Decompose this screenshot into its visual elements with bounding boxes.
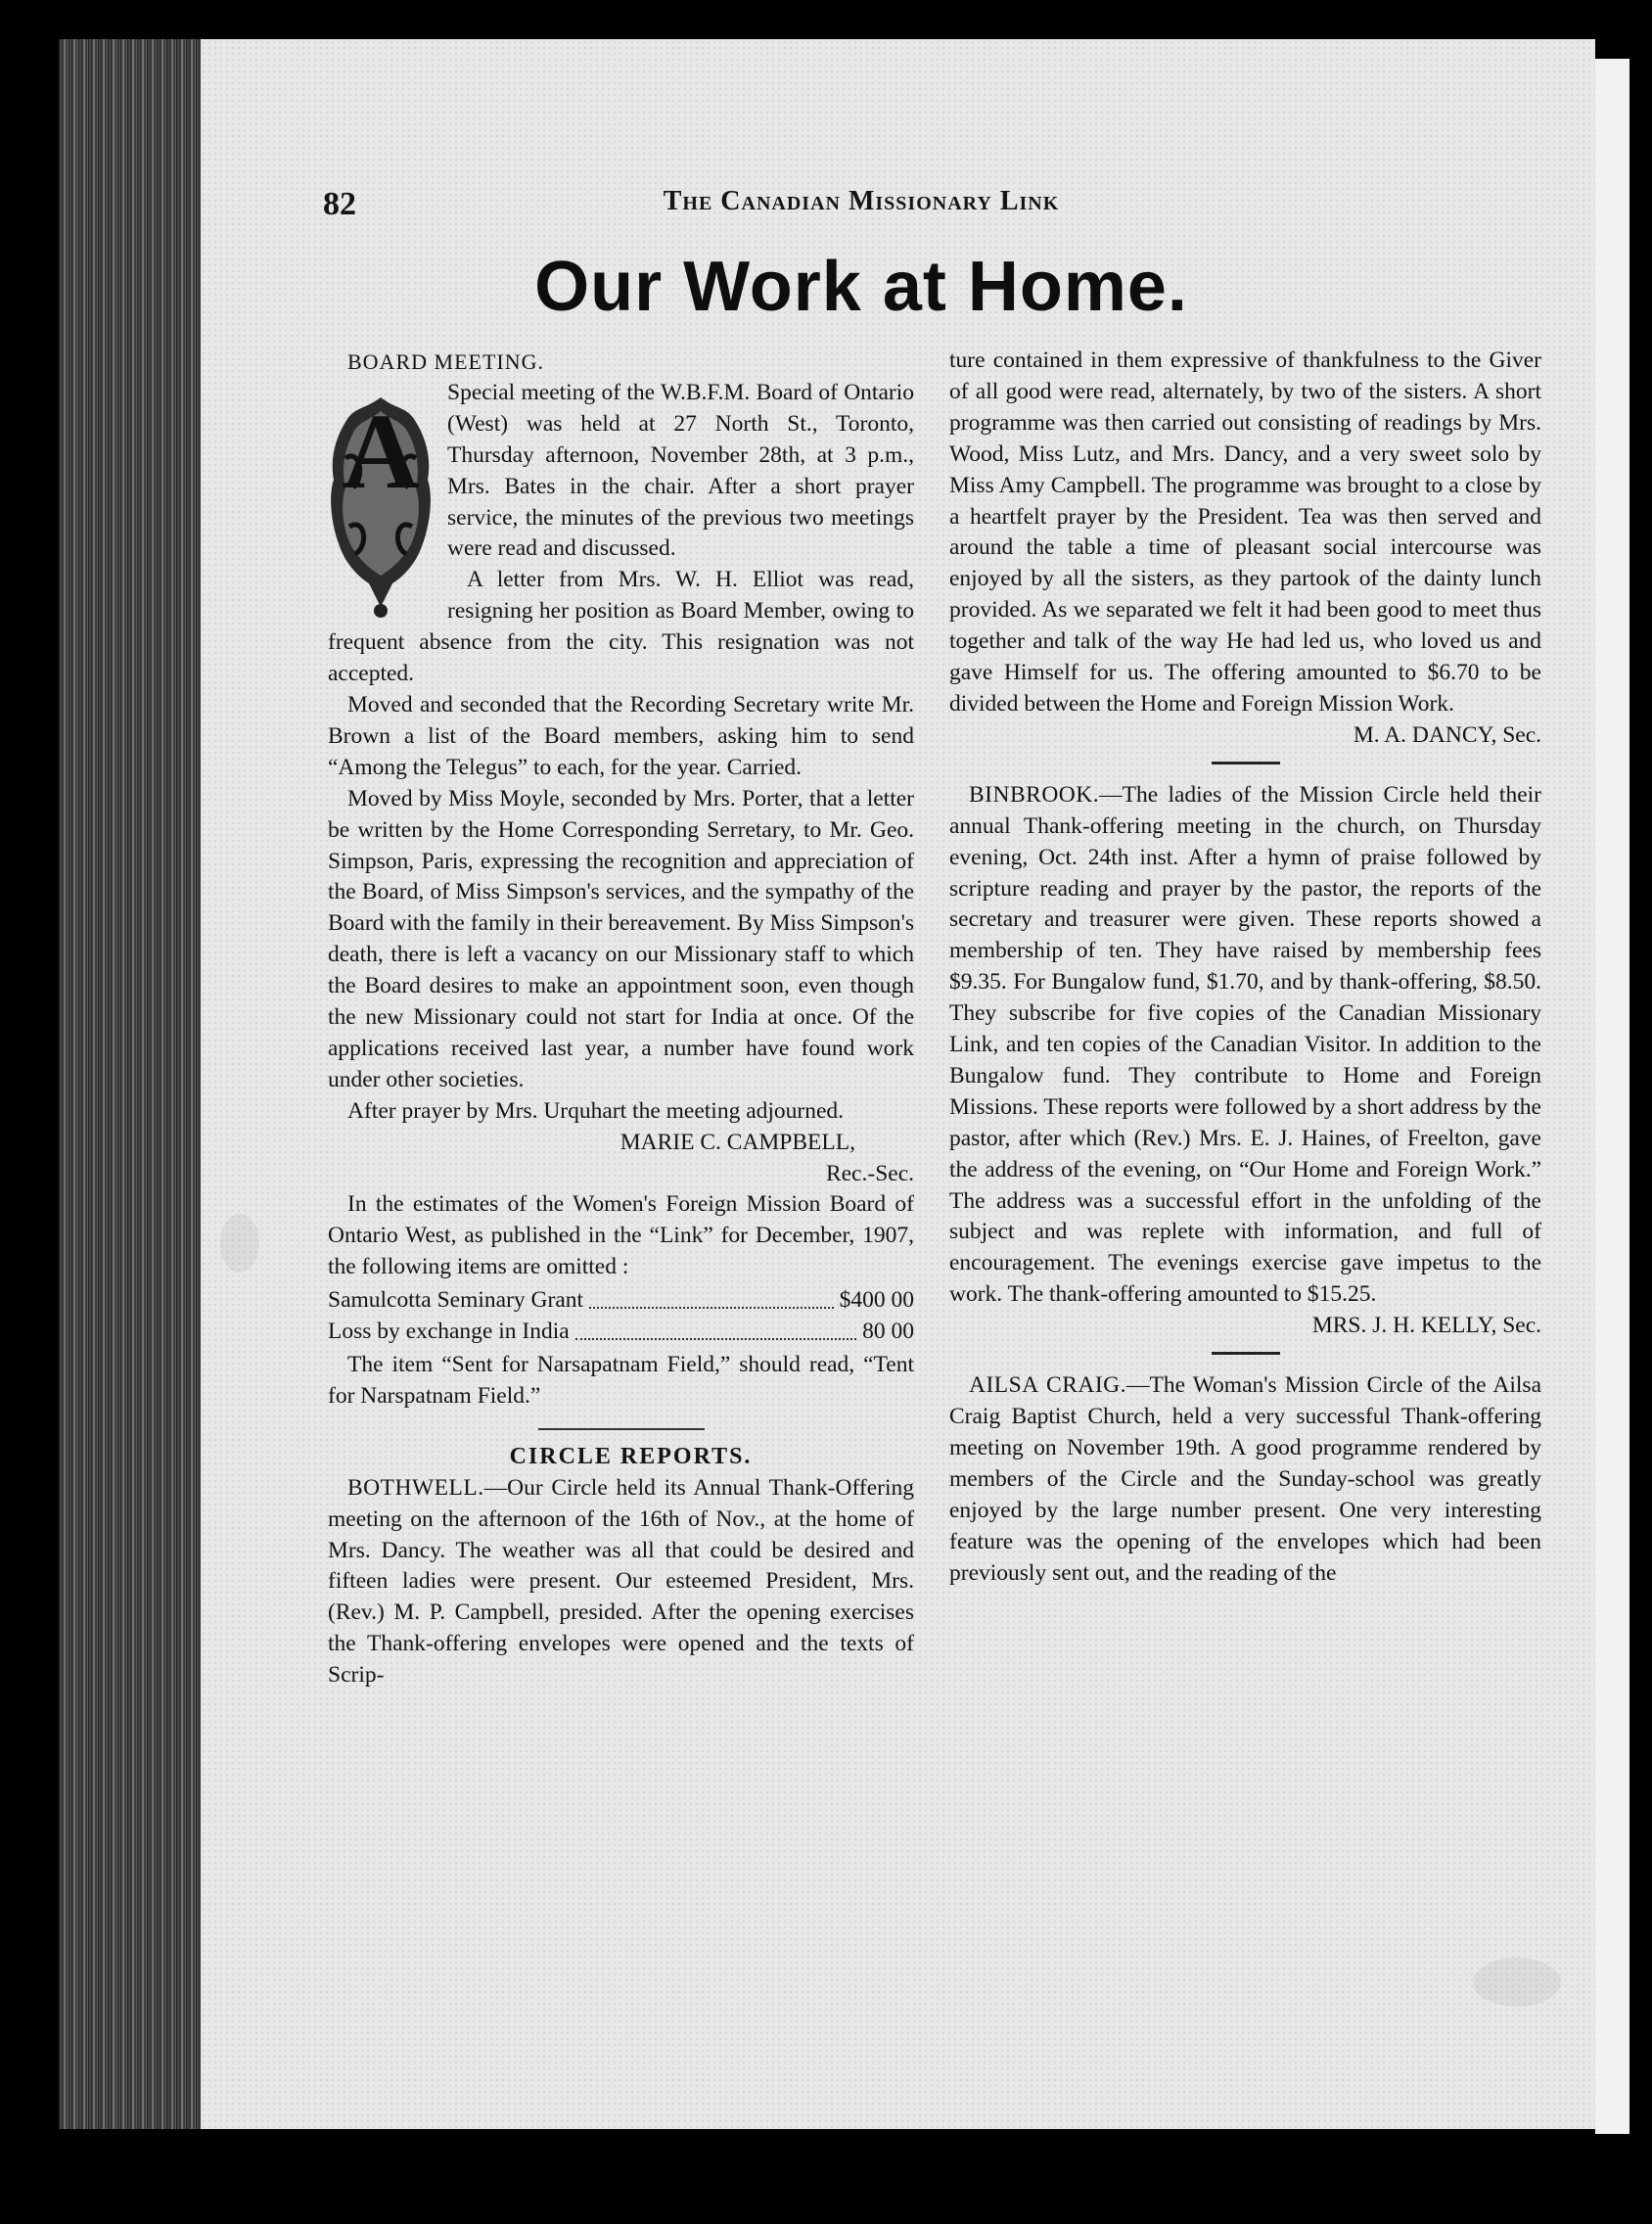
binbrook-text: —The ladies of the Mission Circle held their annual Thank-offering meeting in the church, on Thursday evening, Oct. 24th inst. After a hymn of praise followed by scripture reading and prayer by the pastor, the reports of the secretary and treasurer were given. These reports showed a membership of ten. They have raised by membership fees $9.35. For Bungalow fund, $1.70, and by thank-offering, $8.50. They subscribe for five copies of the Canadian Missionary Link, and ten copies of the Canadian Visitor. In addition to the Bungalow fund. They contribute to Home and Foreign Missions. These reports were followed by a short address by the pastor, after which (Rev.) Mrs. E. J. Haines, of Freelton, gave the address of the evening, on “Our Home and Foreign Work.” The address was a successful effort in the unfolding of the subject and was replete with information, and full of encouragement. The evenings exercise gave impetus to the work. The thank-offering amounted to $15.25. [949,781,1541,1308]
binbrook-place: BINBROOK. [969,781,1100,808]
leader-dots [589,1285,834,1309]
estimate-item-amount: 80 00 [862,1319,914,1345]
board-meeting-heading: BOARD MEETING. [347,349,544,374]
section-divider [538,1428,705,1430]
leader-dots [575,1317,856,1340]
estimate-item-label: Samulcotta Seminary Grant [328,1287,584,1314]
estimates-correction: The item “Sent for Narsapatnam Field,” should read, “Tent for Narspatnam Field.” [328,1352,914,1409]
right-column [949,346,1541,1589]
book-page-edges [59,39,215,2129]
circle-reports-heading: CIRCLE REPORTS. [509,1443,753,1469]
book-page [201,39,1595,2129]
board-meeting-paragraph: Moved and seconded that the Recording Secretary write Mr. Brown a list of the Board members, asking him to send “Among the Telegus” to each, for the year. Carried. [328,691,914,780]
page-title: Our Work at Home. [534,248,1188,326]
drop-cap-letter: A [342,391,420,511]
bothwell-signature: M. A. DANCY, Sec. [1353,721,1541,748]
estimates-items [328,1285,914,1348]
estimates-intro: In the estimates of the Women's Foreign Mission Board of Ontario West, as published in the “Link” for December, 1907, the following items are omitted : [328,1191,914,1280]
bothwell-report [328,1473,914,1691]
estimate-item-amount: $400 00 [839,1287,914,1314]
paper-stain [220,1214,259,1273]
ailsa-craig-text: —The Woman's Mission Circle of the Ailsa Craig Baptist Church, held a very successful Thank-offering meeting on November 19th. A good programme rendered by members of the Circle and the Sunday-school was greatly enjoyed by the large number present. One very interesting feature was the opening of the envelopes which had been previously sent out, and the reading of the [949,1372,1541,1586]
board-meeting-paragraph: A letter from Mrs. W. H. Elliot was read, resigning her position as Board Member, owing to frequent absence from the city. This resignation was not accepted. [328,567,914,687]
bothwell-place: BOTHWELL. [347,1474,484,1501]
section-divider [1212,762,1280,764]
board-signature-name: MARIE C. CAMPBELL, [620,1129,855,1155]
bothwell-continued: ture contained in them expressive of thankfulness to the Giver of all good were read, alternately, by two of the sisters. A short programme was then carried out consisting of readings by Mrs. Wood, Miss Lutz, and Mrs. Dancy, and a very sweet solo by Miss Amy Campbell. The programme was brought to a close by a heartfelt prayer by the President. Tea was then served and around the table a time of pleasant social intercourse was enjoyed by all the sisters, as they partook of the dainty lunch provided. As we separated we felt it had been good to meet thus together and talk of the way He had led us, who loved us and gave Himself for us. The offering amounted to $6.70 to be divided between the Home and Foreign Mission Work. [949,348,1541,717]
bothwell-text: —Our Circle held its Annual Thank-Offering meeting on the afternoon of the 16th of Nov., at the home of Mrs. Dancy. The weather was all that could be desired and fifteen ladies were present. Our esteemed President, Mrs. (Rev.) M. P. Campbell, presided. After the opening exercises the Thank-offering envelopes were opened and the texts of Scrip- [328,1474,914,1689]
page-number: 82 [323,186,356,222]
paper-stain [1473,1958,1561,2007]
ailsa-craig-place: AILSA CRAIG. [969,1372,1127,1399]
board-meeting-paragraph: Moved by Miss Moyle, seconded by Mrs. Porter, that a letter be written by the Home Corresponding Serretary, to Mr. Geo. Simpson, Paris, expressing the recognition and appreciation of the Board, of Miss Simpson's services, and the sympathy of the Board with the family in their bereavement. By Miss Simpson's death, there is left a vacancy on our Missionary staff to which the Board desires to make an appointment soon, even though the new Missionary could not start for India at once. Of the applications received last year, a number have found work under other societies. [328,785,914,1092]
scanner-edge [1595,59,1629,2134]
left-column [328,347,914,1691]
binbrook-report [949,780,1541,1311]
ornamental-drop-cap [326,390,436,625]
estimate-item [328,1285,914,1317]
section-divider [1212,1352,1280,1355]
board-meeting-paragraph: Special meeting of the W.B.F.M. Board of Ontario (West) was held at 27 North St., Toronto, Thursday afternoon, November 28th, at 3 p.m., Mrs. Bates in the chair. After a short prayer service, the minutes of the previous two meetings were read and discussed. [447,379,914,562]
estimate-item-label: Loss by exchange in India [328,1319,570,1345]
binbrook-signature: MRS. J. H. KELLY, Sec. [1311,1313,1541,1339]
running-head: The Canadian Missionary Link [663,186,1060,216]
board-signature-title: Rec.-Sec. [825,1160,914,1186]
page-header [323,186,1400,227]
estimate-item [328,1317,914,1348]
ailsa-craig-report [949,1370,1541,1589]
board-meeting-paragraph: After prayer by Mrs. Urquhart the meeting adjourned. [347,1097,845,1124]
